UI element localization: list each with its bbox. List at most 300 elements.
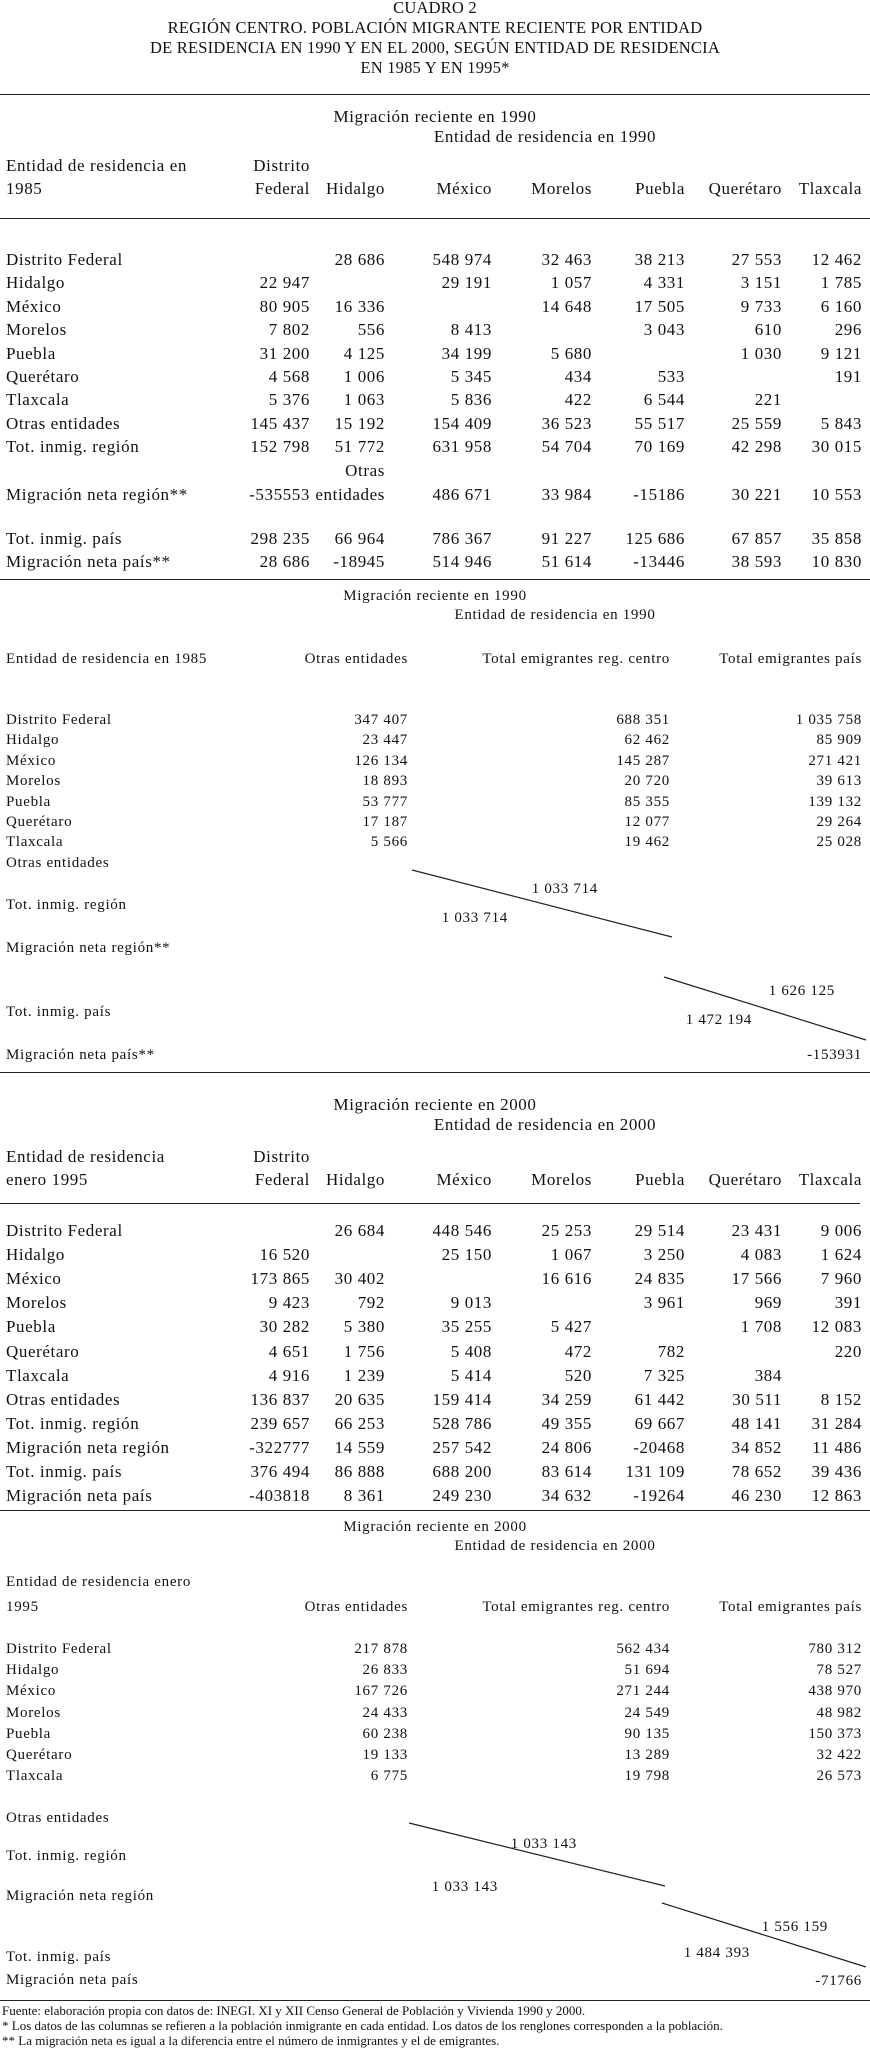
table-cell: -322777: [249, 1437, 310, 1457]
table-cell: 14 648: [541, 296, 592, 316]
row-header-line-2: 1995: [6, 1599, 39, 1615]
table-cell: 29 264: [816, 814, 862, 830]
table-cell: 5 345: [450, 367, 492, 386]
table-cell: 12 083: [811, 1317, 862, 1337]
table-cell: 131 109: [625, 1462, 685, 1481]
table-cell: 51 772: [334, 437, 385, 457]
table-cell: 631 958: [432, 437, 492, 457]
table-cell: 25 559: [731, 413, 782, 433]
row-label: Distrito Federal: [6, 1641, 112, 1657]
table-cell: 1 030: [740, 343, 782, 363]
table-cell: 34 852: [731, 1437, 782, 1457]
table-cell: 28 686: [259, 552, 310, 571]
table-cell: 66 964: [334, 529, 385, 548]
table-cell: 17 505: [634, 296, 685, 316]
table-cell: entidades: [315, 485, 385, 504]
row-header-line-1: Entidad de residencia en: [6, 156, 188, 175]
table-cell: 30 511: [732, 1389, 782, 1409]
column-header: Tlaxcala: [798, 179, 862, 198]
table-cell: 298 235: [250, 529, 310, 548]
row-label: Hidalgo: [6, 273, 65, 293]
table-cell: 32 463: [541, 250, 592, 269]
row-label: Hidalgo: [6, 732, 60, 749]
table-cell: -20468: [633, 1437, 685, 1457]
table-cell: 31 200: [259, 343, 310, 363]
table-cell: 35 255: [441, 1317, 492, 1337]
table-cell: 9 006: [820, 1221, 862, 1240]
neta-otras-label: Otras: [345, 461, 385, 480]
table-cell: 17 187: [362, 814, 408, 830]
column-header: Total emigrantes reg. centro: [482, 1599, 670, 1615]
table-cell: 528 786: [432, 1413, 492, 1433]
table-cell: 688 351: [616, 712, 670, 728]
table-subtitle: Entidad de residencia en 2000: [454, 1538, 656, 1554]
table-cell: 688 200: [432, 1462, 492, 1481]
table-cell: 548 974: [432, 250, 492, 269]
row-label: Querétaro: [6, 1747, 73, 1763]
table-cell: 486 671: [432, 485, 492, 504]
row-label: Puebla: [6, 793, 52, 810]
table-cell: 53 777: [362, 793, 408, 810]
table-cell: 792: [357, 1293, 385, 1313]
row-label: Distrito Federal: [6, 1221, 123, 1240]
table-cell: 26 833: [362, 1662, 408, 1679]
row-label: Otras entidades: [6, 1810, 110, 1826]
row-header-line-2: 1985: [6, 179, 43, 198]
table-cell: 8 152: [820, 1389, 862, 1409]
column-header-line-1: Distrito: [253, 156, 310, 175]
column-header-line-1: Distrito: [253, 1147, 310, 1166]
table-cell: 9 013: [450, 1293, 492, 1313]
table-cell: 5 680: [550, 343, 592, 363]
table-cell: 51 614: [541, 552, 592, 571]
table-cell: 26 684: [334, 1221, 385, 1240]
table-cell: 26 573: [816, 1768, 862, 1785]
table-cell: 4 331: [643, 273, 685, 293]
table-cell: 6 775: [370, 1768, 408, 1785]
table-cell: 66 253: [334, 1413, 385, 1433]
table-cell: 125 686: [625, 529, 685, 548]
table-cell: 514 946: [432, 552, 492, 571]
row-label: Querétaro: [6, 367, 80, 386]
table-cell: 27 553: [731, 250, 782, 269]
table-cell: 34 199: [441, 343, 492, 363]
row-label: Tot. inmig. país: [6, 529, 123, 548]
table-cell: 8 361: [343, 1486, 385, 1506]
table-cell: 80 905: [259, 296, 310, 316]
table-cell: 13 289: [624, 1747, 670, 1763]
table-cell: 25 028: [816, 834, 862, 851]
caption-line-2: DE RESIDENCIA EN 1990 Y EN EL 2000, SEGÚN ENTIDAD DE RESIDENCIA: [150, 38, 720, 57]
table-cell: 3 151: [740, 273, 782, 293]
table-cell: 39 613: [816, 773, 862, 790]
table-cell: 257 542: [432, 1437, 492, 1457]
table-cell: 16 520: [259, 1245, 310, 1265]
table-subtitle: Entidad de residencia en 2000: [433, 1115, 657, 1134]
table-cell: 11 486: [812, 1437, 862, 1457]
table-cell: 12 863: [811, 1486, 862, 1506]
table-cell: 434: [564, 367, 592, 386]
table-cell: 24 433: [362, 1704, 408, 1721]
table-cell: 12 077: [624, 814, 670, 830]
table-cell: 29 191: [441, 273, 492, 293]
table-cell: 438 970: [808, 1683, 862, 1700]
row-label: Migración neta región**: [6, 485, 188, 504]
table-cell: 9 121: [820, 343, 862, 363]
diag-region-lower: 1 033 714: [441, 910, 508, 926]
table-cell: 25 150: [441, 1245, 492, 1265]
rule: [0, 2000, 870, 2001]
row-label: Querétaro: [6, 1341, 80, 1361]
table-cell: 220: [834, 1341, 862, 1361]
table-cell: 1 624: [820, 1245, 862, 1265]
row-label: Morelos: [6, 1293, 67, 1313]
table-cell: 5 376: [268, 390, 310, 410]
table-cell: 39 436: [811, 1462, 862, 1481]
table-cell: 34 632: [541, 1486, 592, 1506]
column-header: Querétaro: [708, 179, 782, 198]
table-cell: 30 221: [731, 485, 782, 504]
row-header-line-1: Entidad de residencia: [6, 1147, 165, 1166]
row-label: Tlaxcala: [6, 1365, 70, 1385]
row-label: Migración neta región**: [6, 940, 171, 956]
table-cell: 139 132: [808, 793, 862, 810]
column-header: Otras entidades: [304, 1599, 408, 1615]
row-label: México: [6, 1683, 57, 1700]
table-cell: 24 549: [624, 1704, 670, 1721]
row-label: Migración neta país: [6, 1972, 139, 1988]
table-cell: 5 427: [550, 1317, 592, 1337]
table-cell: 5 380: [343, 1317, 385, 1337]
table-cell: 4 125: [343, 343, 385, 363]
table-cell: -535553: [249, 485, 310, 504]
row-label: Morelos: [6, 773, 61, 790]
table-cell: 154 409: [432, 413, 492, 433]
row-label: Tot. inmig. país: [6, 1949, 112, 1965]
table-cell: 29 514: [634, 1221, 685, 1240]
row-label: Tot. inmig. región: [6, 1413, 140, 1433]
table-cell: 167 726: [354, 1683, 408, 1700]
table-cell: 32 422: [816, 1747, 862, 1763]
diag-pais-lower: 1 484 393: [683, 1945, 750, 1961]
table-cell: 5 408: [450, 1341, 492, 1361]
table-cell: 7 802: [268, 320, 310, 340]
table-cell: 22 947: [259, 273, 310, 293]
table-cell: 520: [564, 1365, 592, 1385]
column-header: Total emigrantes reg. centro: [482, 651, 670, 667]
column-header: México: [436, 1170, 492, 1189]
column-header: Total emigrantes país: [719, 651, 862, 667]
row-header-line-2: enero 1995: [6, 1170, 89, 1189]
row-label: Puebla: [6, 1317, 56, 1337]
table-cell: 70 169: [634, 437, 685, 457]
table-cell: 1 239: [343, 1365, 385, 1385]
table-cell: 9 733: [740, 296, 782, 316]
diag-region-upper: 1 033 714: [531, 881, 598, 897]
row-label: Tot. inmig. país: [6, 1004, 112, 1020]
row-label: Migración neta región: [6, 1437, 170, 1457]
table-cell: 782: [657, 1341, 685, 1361]
table-cell: 969: [754, 1293, 782, 1313]
row-label: Puebla: [6, 1725, 52, 1742]
row-label: Morelos: [6, 1704, 61, 1721]
column-header: México: [436, 179, 492, 198]
table-cell: 136 837: [250, 1389, 310, 1409]
table-cell: 28 686: [334, 250, 385, 269]
row-label: Tot. inmig. país: [6, 1462, 123, 1481]
table-cell: 472: [564, 1341, 592, 1361]
column-header: Total emigrantes país: [719, 1599, 862, 1615]
column-header: Puebla: [635, 179, 685, 198]
table-cell: 23 447: [362, 732, 408, 749]
table-cell: 34 259: [541, 1389, 592, 1409]
table-subtitle: Entidad de residencia en 1990: [433, 127, 657, 146]
table-cell: 15 192: [334, 413, 385, 433]
row-label: Tot. inmig. región: [6, 897, 127, 913]
table-cell: 60 238: [362, 1725, 408, 1742]
table-subtitle: Entidad de residencia en 1990: [454, 607, 656, 623]
row-label: Distrito Federal: [6, 250, 123, 269]
table-cell: -403818: [249, 1486, 310, 1506]
diag-pais-upper: 1 626 125: [768, 983, 835, 999]
table-cell: 271 421: [808, 752, 862, 769]
table-cell: 20 720: [624, 773, 670, 790]
table-cell: 1 057: [550, 273, 592, 293]
row-label: Otras entidades: [6, 1389, 121, 1409]
table-cell: 562 434: [616, 1641, 670, 1657]
table-cell: 6 544: [643, 390, 685, 410]
footnote-2: ** La migración neta es igual a la diferencia entre el número de inmigrantes y el de emigrantes.: [2, 2033, 500, 2048]
table-cell: 91 227: [541, 529, 592, 548]
table-cell: 5 414: [450, 1365, 492, 1385]
table-cell: 1 006: [343, 367, 385, 386]
table-cell: 36 523: [541, 413, 592, 433]
table-title: Migración reciente en 1990: [333, 107, 537, 126]
row-label: Hidalgo: [6, 1662, 60, 1679]
row-label: Hidalgo: [6, 1245, 65, 1265]
table-cell: 4 568: [268, 367, 310, 386]
row-label: Distrito Federal: [6, 712, 112, 728]
table-cell: 376 494: [250, 1462, 310, 1481]
diag-pais-lower: 1 472 194: [685, 1012, 752, 1028]
row-label: Tot. inmig. región: [6, 437, 140, 457]
row-label: Migración neta país**: [6, 1047, 155, 1063]
row-label: Tot. inmig. región: [6, 1848, 127, 1864]
table-cell: 14 559: [334, 1437, 385, 1457]
row-label: Tlaxcala: [6, 1768, 64, 1785]
table-cell: 5 843: [820, 413, 862, 433]
table-cell: 7 960: [820, 1269, 862, 1289]
table-cell: 69 667: [634, 1413, 685, 1433]
table-cell: -15186: [633, 485, 685, 504]
table-cell: -19264: [633, 1486, 685, 1506]
table-title: Migración reciente en 2000: [343, 1519, 527, 1535]
table-cell: 191: [834, 367, 862, 386]
table-cell: 19 462: [624, 834, 670, 851]
table-cell: 145 437: [250, 413, 310, 433]
row-header-line-1: Entidad de residencia enero: [6, 1574, 192, 1590]
row-label: Otras entidades: [6, 413, 121, 433]
table-cell: 49 355: [541, 1413, 592, 1433]
caption-line-3: EN 1985 Y EN 1995*: [360, 58, 510, 77]
caption-line-1: REGIÓN CENTRO. POBLACIÓN MIGRANTE RECIENTE POR ENTIDAD: [167, 18, 703, 37]
table-cell: 35 858: [811, 529, 862, 548]
column-header: Querétaro: [708, 1170, 782, 1189]
table-cell: 221: [754, 390, 782, 410]
row-label: Otras entidades: [6, 855, 110, 871]
table-cell: 384: [754, 1365, 782, 1385]
table-cell: 4 916: [268, 1365, 310, 1385]
table-title: Migración reciente en 2000: [333, 1095, 537, 1114]
table-cell: -13446: [633, 552, 685, 571]
table-cell: 33 984: [541, 485, 592, 504]
table-cell: 145 287: [616, 752, 670, 769]
table-cell: 24 806: [541, 1437, 592, 1457]
table-cell: 239 657: [250, 1413, 310, 1433]
table-cell: 533: [657, 367, 685, 386]
table-cell: 85 909: [816, 732, 862, 749]
column-header: Tlaxcala: [798, 1170, 862, 1189]
table-cell: 12 462: [811, 250, 862, 269]
table-cell: 16 616: [541, 1269, 592, 1289]
table-cell: 51 694: [624, 1662, 670, 1679]
table-cell: 4 083: [740, 1245, 782, 1265]
table-cell: 90 135: [624, 1725, 670, 1742]
table-cell: 1 067: [550, 1245, 592, 1265]
table-title: Migración reciente en 1990: [343, 588, 527, 604]
table-cell: 249 230: [432, 1486, 492, 1506]
table-cell: 24 835: [634, 1269, 685, 1289]
table-cell: 83 614: [541, 1462, 592, 1481]
table-cell: 7 325: [643, 1365, 685, 1385]
table-cell: 85 355: [624, 793, 670, 810]
table-cell: 46 230: [731, 1486, 782, 1506]
table-cell: 20 635: [334, 1389, 385, 1409]
row-label: Tlaxcala: [6, 834, 64, 851]
table-cell: 55 517: [634, 413, 685, 433]
table-cell: 8 413: [450, 320, 492, 340]
row-label: Migración neta país**: [6, 552, 171, 571]
table-cell: 62 462: [624, 732, 670, 749]
table-cell: 347 407: [354, 712, 408, 728]
column-header: Hidalgo: [326, 179, 385, 198]
table-cell: 18 893: [362, 773, 408, 790]
table-cell: 271 244: [616, 1683, 670, 1700]
column-header: Puebla: [635, 1170, 685, 1189]
column-header: Federal: [254, 179, 310, 198]
row-label: Migración neta región: [6, 1888, 154, 1904]
table-cell: 610: [754, 320, 782, 340]
row-label: Querétaro: [6, 814, 73, 830]
column-header: Federal: [254, 1170, 310, 1189]
row-label: Puebla: [6, 343, 56, 363]
table-cell: 3 043: [643, 320, 685, 340]
table-cell: 16 336: [334, 296, 385, 316]
table-cell: 391: [834, 1293, 862, 1313]
row-label: Morelos: [6, 320, 67, 340]
table-cell: 54 704: [541, 437, 592, 457]
table-cell: 17 566: [731, 1269, 782, 1289]
table-cell: 126 134: [354, 752, 408, 769]
table-cell: 78 527: [816, 1662, 862, 1679]
table-cell: 3 250: [643, 1245, 685, 1265]
table-cell: 1 063: [343, 390, 385, 410]
table-cell: 152 798: [250, 437, 310, 457]
row-label: México: [6, 296, 62, 316]
table-cell: 10 553: [811, 485, 862, 504]
table-cell: 19 798: [624, 1768, 670, 1785]
table-cell: 48 982: [816, 1704, 862, 1721]
table-cell: -18945: [333, 552, 385, 571]
table-cell: 1 708: [740, 1317, 782, 1337]
column-header: Hidalgo: [326, 1170, 385, 1189]
table-cell: 448 546: [432, 1221, 492, 1240]
row-label: Migración neta país: [6, 1486, 153, 1506]
table-cell: 1 785: [820, 273, 862, 293]
table-cell: 6 160: [820, 296, 862, 316]
table-cell: 9 423: [268, 1293, 310, 1313]
table-cell: 4 651: [268, 1341, 310, 1361]
row-label: México: [6, 1269, 62, 1289]
table-cell: 5 566: [370, 834, 408, 851]
table-cell: 61 442: [634, 1389, 685, 1409]
row-label: Tlaxcala: [6, 390, 70, 410]
table-cell: 1 035 758: [795, 712, 862, 728]
table-cell: 30 282: [259, 1317, 310, 1337]
table-cell: 1 756: [343, 1341, 385, 1361]
table-cell: 31 284: [811, 1413, 862, 1433]
table-cell: 3 961: [643, 1293, 685, 1313]
diag-region-upper: 1 033 143: [510, 1836, 577, 1852]
table-cell: 38 593: [731, 552, 782, 571]
row-header: Entidad de residencia en 1985: [6, 651, 208, 667]
column-header: Morelos: [531, 179, 592, 198]
table-cell: 10 830: [811, 552, 862, 571]
table-cell: 67 857: [731, 529, 782, 548]
column-header: Otras entidades: [304, 651, 408, 667]
table-cell: 296: [834, 320, 862, 340]
table-cell: 786 367: [432, 529, 492, 548]
footnote-1: * Los datos de las columnas se refieren a la población inmigrante en cada entidad. Los datos de los renglones corresponden a la población.: [2, 2018, 723, 2033]
table-cell: 25 253: [541, 1221, 592, 1240]
neta-pais-value: -153931: [807, 1047, 862, 1063]
caption-number: CUADRO 2: [393, 0, 477, 17]
table-cell: 86 888: [334, 1462, 385, 1481]
table-cell: 150 373: [808, 1725, 862, 1742]
table-cell: 23 431: [731, 1221, 782, 1240]
diag-pais-upper: 1 556 159: [761, 1919, 828, 1935]
table-cell: 38 213: [634, 250, 685, 269]
table-cell: 780 312: [808, 1641, 862, 1657]
diag-region-lower: 1 033 143: [431, 1879, 498, 1895]
table-cell: 48 141: [731, 1413, 782, 1433]
table-cell: 159 414: [432, 1389, 492, 1409]
footnote-source: Fuente: elaboración propia con datos de: INEGI. XI y XII Censo General de Población y Vivienda 1990 y 2000.: [2, 2003, 586, 2018]
table-cell: 19 133: [362, 1747, 408, 1763]
table-cell: 42 298: [731, 437, 782, 457]
column-header: Morelos: [531, 1170, 592, 1189]
table-cell: 78 652: [731, 1462, 782, 1481]
neta-pais-value: -71766: [815, 1973, 862, 1989]
table-cell: 556: [357, 320, 385, 340]
table-cell: 30 015: [811, 437, 862, 457]
table-cell: 217 878: [354, 1641, 408, 1657]
table-cell: 5 836: [450, 390, 492, 410]
table-cell: 422: [564, 390, 592, 410]
table-cell: 30 402: [334, 1269, 385, 1289]
table-cell: 173 865: [250, 1269, 310, 1289]
row-label: México: [6, 752, 57, 769]
